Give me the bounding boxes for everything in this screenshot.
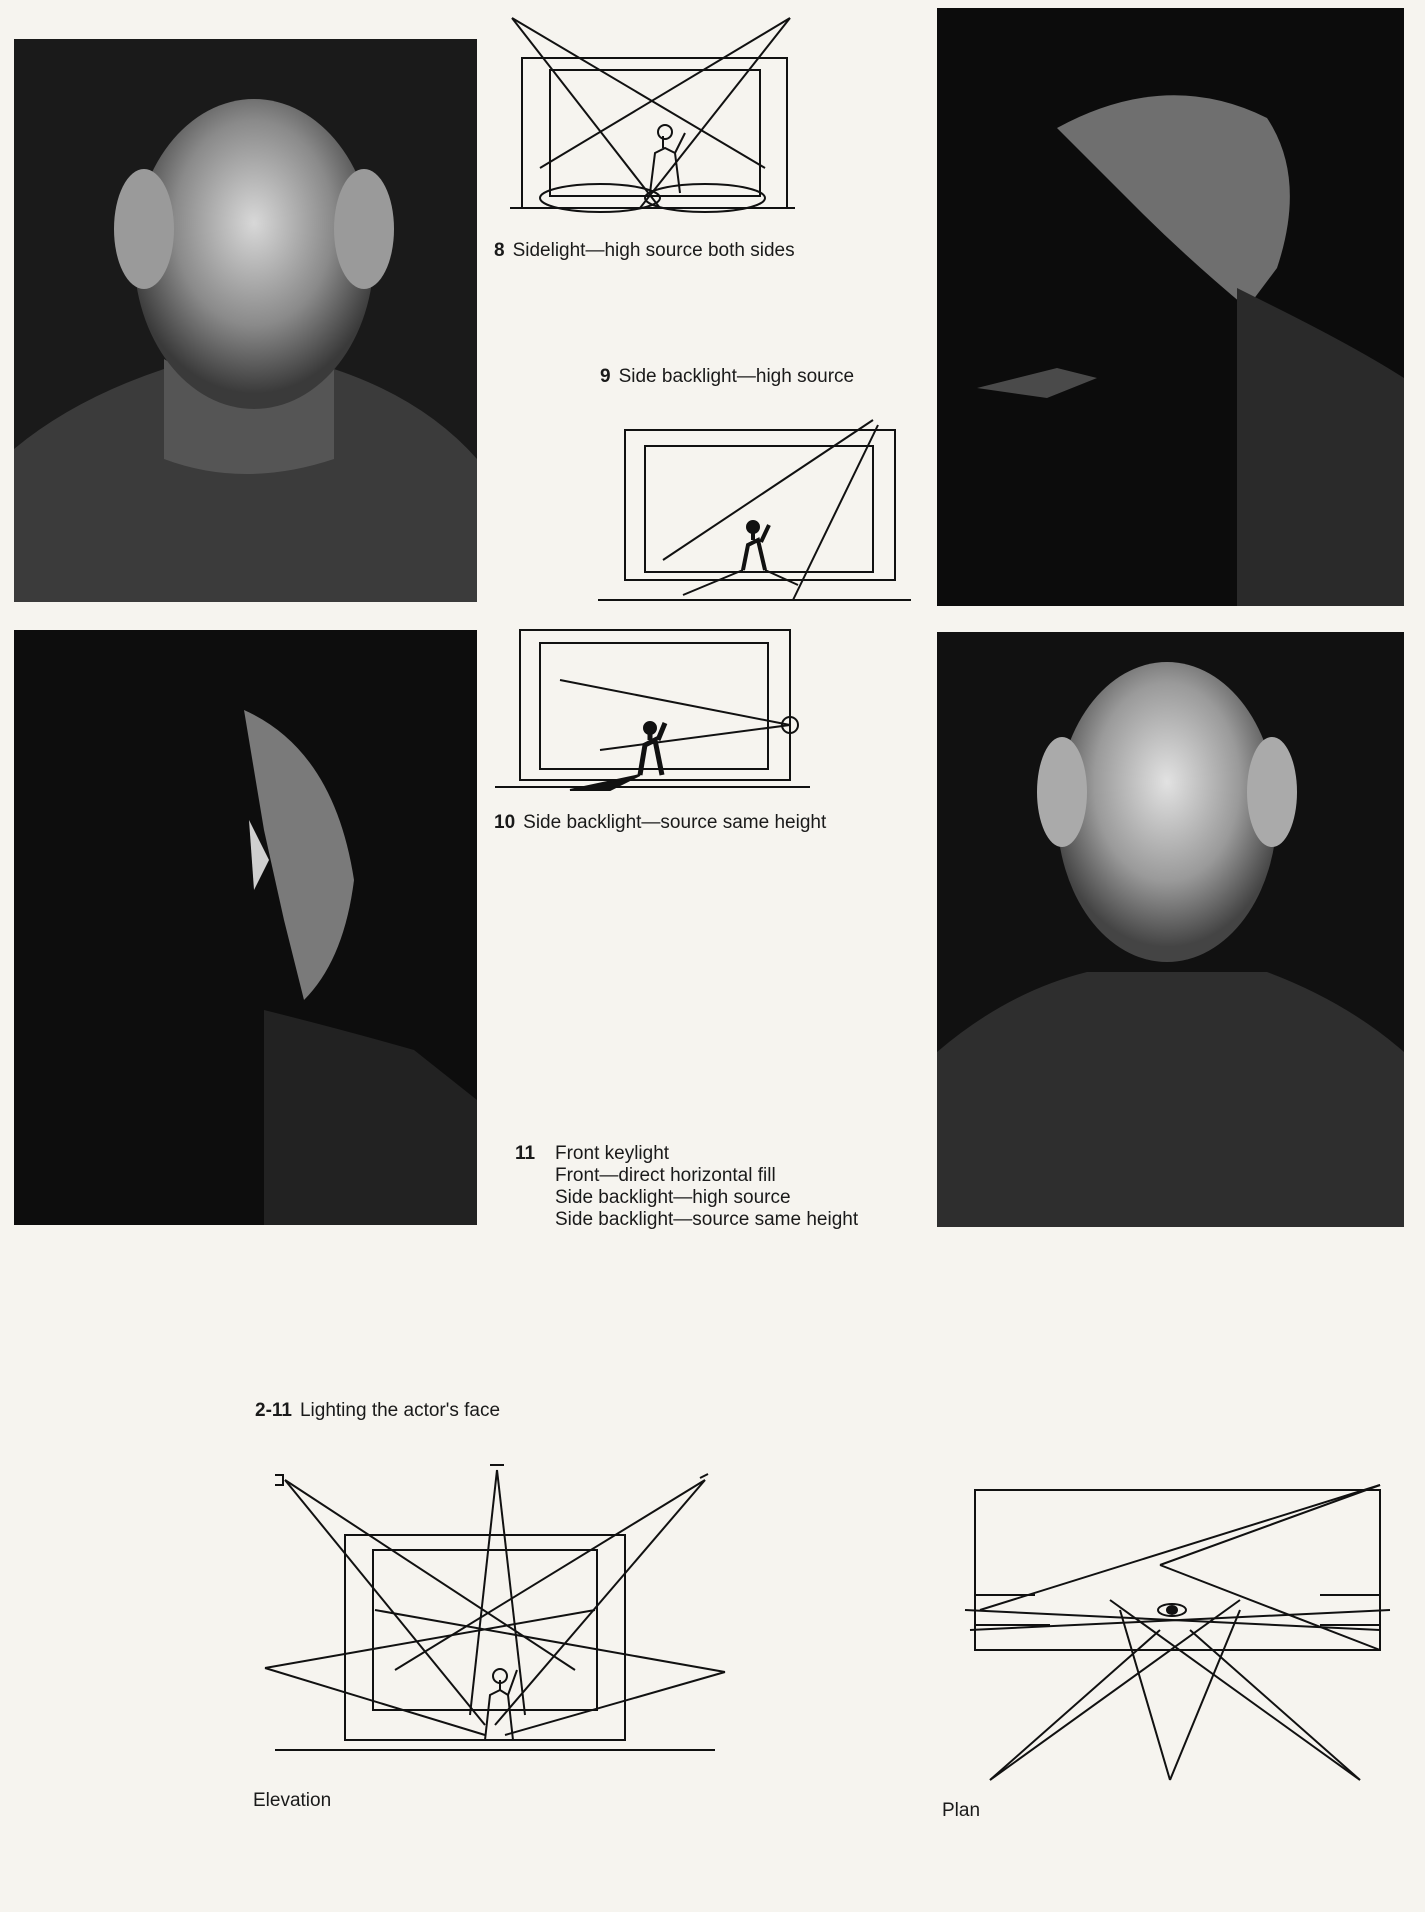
elevation-label: Elevation (253, 1790, 332, 1811)
figure-caption-text: Side backlight—high source (618, 366, 855, 387)
plate-title (255, 1400, 500, 1422)
plate-title-text: Lighting the actor's face (299, 1400, 501, 1421)
photo-front-lit-face (14, 39, 477, 602)
caption-fig-9 (600, 366, 854, 388)
elevation-diagram (245, 1460, 745, 1765)
figure-number: 8 (494, 240, 505, 261)
sketch-sidelight (500, 8, 805, 233)
figure-number: 9 (600, 366, 611, 387)
figure-caption-text: Sidelight—high source both sides (512, 240, 795, 261)
caption-fig-8 (494, 240, 795, 262)
figure-11-line: Front keylight (555, 1143, 670, 1164)
figure-caption-text: Side backlight—source same height (523, 812, 827, 833)
figure-number: 11 (515, 1143, 536, 1164)
figure-11-line: Front—direct horizontal fill (555, 1165, 776, 1186)
figure-11-line: Side backlight—source same height (555, 1209, 859, 1230)
plate-number: 2-11 (255, 1400, 292, 1421)
figure-number: 10 (494, 812, 516, 833)
figure-11-lines (555, 1143, 858, 1231)
photo-side-backlight-same-height (14, 630, 477, 1225)
photo-front-keylight (937, 632, 1404, 1227)
sketch-side-backlight-same-height (490, 625, 815, 795)
caption-fig-11 (515, 1143, 935, 1233)
photo-side-backlight-high (937, 8, 1404, 606)
sketch-side-backlight-high (593, 410, 913, 605)
plan-diagram (940, 1460, 1405, 1805)
plan-label: Plan (942, 1800, 981, 1821)
figure-11-line: Side backlight—high source (555, 1187, 791, 1208)
caption-fig-10 (494, 812, 826, 834)
